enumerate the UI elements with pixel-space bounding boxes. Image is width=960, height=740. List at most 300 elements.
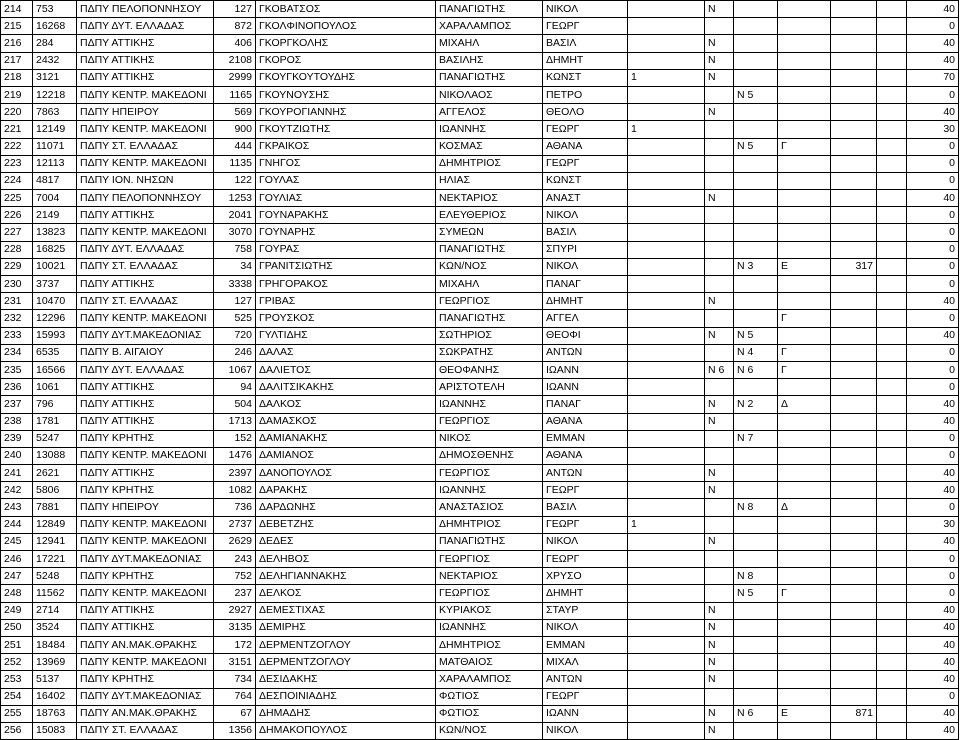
points-cell: 0 bbox=[907, 499, 959, 516]
firstname-cell: ΠΑΝΑΓΙΩΤΗΣ bbox=[436, 69, 543, 86]
col-h-cell bbox=[628, 722, 705, 739]
code-cell: 2149 bbox=[33, 207, 77, 224]
col-j-cell bbox=[734, 654, 778, 671]
surname-cell: ΓΚΟΥΝΟΥΣΗΣ bbox=[256, 86, 436, 103]
col-i-cell bbox=[705, 86, 734, 103]
row-number-cell: 238 bbox=[1, 413, 33, 430]
firstname-cell: ΠΑΝΑΓΙΩΤΗΣ bbox=[436, 310, 543, 327]
code-cell: 7004 bbox=[33, 190, 77, 207]
points-cell: 0 bbox=[907, 447, 959, 464]
points-cell: 40 bbox=[907, 1, 959, 18]
rank-cell: 1356 bbox=[214, 722, 256, 739]
surname-cell: ΔΑΡΑΚΗΣ bbox=[256, 482, 436, 499]
col-j-cell bbox=[734, 293, 778, 310]
table-row bbox=[1, 379, 959, 396]
code-cell: 10021 bbox=[33, 258, 77, 275]
surname-cell: ΔΑΡΔΩΝΗΣ bbox=[256, 499, 436, 516]
fathername-cell: ΝΙΚΟΛ bbox=[543, 619, 628, 636]
fathername-cell: ΓΕΩΡΓ bbox=[543, 516, 628, 533]
row-number-cell: 216 bbox=[1, 35, 33, 52]
col-k-cell: Γ bbox=[778, 138, 831, 155]
region-cell: ΠΔΠΥ ΚΡΗΤΗΣ bbox=[77, 482, 214, 499]
col-m-cell bbox=[877, 636, 907, 653]
surname-cell: ΔΕΛΗΒΟΣ bbox=[256, 551, 436, 568]
row-number-cell: 234 bbox=[1, 344, 33, 361]
surname-cell: ΓΚΟΡΓΚΟΛΗΣ bbox=[256, 35, 436, 52]
points-cell: 40 bbox=[907, 52, 959, 69]
col-i-cell bbox=[705, 207, 734, 224]
fathername-cell: ΧΡΥΣΟ bbox=[543, 568, 628, 585]
row-number-cell: 243 bbox=[1, 499, 33, 516]
col-h-cell bbox=[628, 430, 705, 447]
firstname-cell: ΧΑΡΑΛΑΜΠΟΣ bbox=[436, 18, 543, 35]
col-m-cell bbox=[877, 430, 907, 447]
col-k-cell bbox=[778, 516, 831, 533]
col-l-cell bbox=[831, 18, 877, 35]
fathername-cell: ΕΜΜΑΝ bbox=[543, 636, 628, 653]
table-row bbox=[1, 688, 959, 705]
firstname-cell: ΝΙΚΟΛΑΟΣ bbox=[436, 86, 543, 103]
col-i-cell bbox=[705, 499, 734, 516]
col-m-cell bbox=[877, 688, 907, 705]
table-row bbox=[1, 86, 959, 103]
col-h-cell bbox=[628, 18, 705, 35]
rank-cell: 2927 bbox=[214, 602, 256, 619]
rank-cell: 122 bbox=[214, 172, 256, 189]
col-i-cell bbox=[705, 310, 734, 327]
col-k-cell bbox=[778, 379, 831, 396]
code-cell: 12849 bbox=[33, 516, 77, 533]
region-cell: ΠΔΠΥ ΔΥΤ.ΜΑΚΕΔΟΝΙΑΣ bbox=[77, 551, 214, 568]
col-h-cell bbox=[628, 344, 705, 361]
table-row bbox=[1, 499, 959, 516]
col-m-cell bbox=[877, 344, 907, 361]
col-l-cell bbox=[831, 722, 877, 739]
region-cell: ΠΔΠΥ Β. ΑΙΓΑΙΟΥ bbox=[77, 344, 214, 361]
col-h-cell: 1 bbox=[628, 516, 705, 533]
firstname-cell: ΣΩΤΗΡΙΟΣ bbox=[436, 327, 543, 344]
col-k-cell bbox=[778, 636, 831, 653]
col-k-cell bbox=[778, 190, 831, 207]
col-l-cell bbox=[831, 172, 877, 189]
col-l-cell bbox=[831, 465, 877, 482]
col-m-cell bbox=[877, 568, 907, 585]
col-i-cell bbox=[705, 155, 734, 172]
rank-cell: 504 bbox=[214, 396, 256, 413]
rank-cell: 525 bbox=[214, 310, 256, 327]
firstname-cell: ΓΕΩΡΓΙΟΣ bbox=[436, 293, 543, 310]
col-i-cell: Ν bbox=[705, 671, 734, 688]
surname-cell: ΔΑΜΙΑΝΑΚΗΣ bbox=[256, 430, 436, 447]
points-cell: 0 bbox=[907, 172, 959, 189]
col-m-cell bbox=[877, 310, 907, 327]
firstname-cell: ΜΑΤΘΑΙΟΣ bbox=[436, 654, 543, 671]
rank-cell: 237 bbox=[214, 585, 256, 602]
col-i-cell: Ν bbox=[705, 35, 734, 52]
col-l-cell bbox=[831, 121, 877, 138]
col-m-cell bbox=[877, 35, 907, 52]
row-number-cell: 244 bbox=[1, 516, 33, 533]
table-row bbox=[1, 138, 959, 155]
table-row bbox=[1, 18, 959, 35]
rank-cell: 569 bbox=[214, 104, 256, 121]
col-j-cell bbox=[734, 310, 778, 327]
col-l-cell bbox=[831, 241, 877, 258]
rank-cell: 764 bbox=[214, 688, 256, 705]
col-l-cell bbox=[831, 190, 877, 207]
region-cell: ΠΔΠΥ ΚΡΗΤΗΣ bbox=[77, 430, 214, 447]
col-l-cell bbox=[831, 207, 877, 224]
region-cell: ΠΔΠΥ ΚΕΝΤΡ. ΜΑΚΕΔΟΝΙ bbox=[77, 121, 214, 138]
fathername-cell: ΜΙΧΑΛ bbox=[543, 654, 628, 671]
col-h-cell bbox=[628, 654, 705, 671]
table-row bbox=[1, 327, 959, 344]
region-cell: ΠΔΠΥ ΔΥΤ.ΜΑΚΕΔΟΝΙΑΣ bbox=[77, 688, 214, 705]
points-cell: 40 bbox=[907, 327, 959, 344]
surname-cell: ΓΚΟΒΑΤΣΟΣ bbox=[256, 1, 436, 18]
code-cell: 3524 bbox=[33, 619, 77, 636]
points-cell: 0 bbox=[907, 361, 959, 378]
row-number-cell: 241 bbox=[1, 465, 33, 482]
points-cell: 40 bbox=[907, 104, 959, 121]
surname-cell: ΔΑΜΙΑΝΟΣ bbox=[256, 447, 436, 464]
rank-cell: 2999 bbox=[214, 69, 256, 86]
col-h-cell bbox=[628, 155, 705, 172]
rank-cell: 1082 bbox=[214, 482, 256, 499]
points-cell: 40 bbox=[907, 533, 959, 550]
rank-cell: 758 bbox=[214, 241, 256, 258]
table-row bbox=[1, 654, 959, 671]
firstname-cell: ΦΩΤΙΟΣ bbox=[436, 688, 543, 705]
points-cell: 40 bbox=[907, 413, 959, 430]
points-cell: 0 bbox=[907, 568, 959, 585]
rank-cell: 872 bbox=[214, 18, 256, 35]
firstname-cell: ΠΑΝΑΓΙΩΤΗΣ bbox=[436, 241, 543, 258]
col-l-cell bbox=[831, 619, 877, 636]
points-cell: 0 bbox=[907, 18, 959, 35]
col-i-cell: Ν bbox=[705, 190, 734, 207]
surname-cell: ΓΚΟΥΡΟΓΙΑΝΝΗΣ bbox=[256, 104, 436, 121]
surname-cell: ΔΗΜΑΚΟΠΟΥΛΟΣ bbox=[256, 722, 436, 739]
col-j-cell: Ν 3 bbox=[734, 258, 778, 275]
points-cell: 0 bbox=[907, 258, 959, 275]
firstname-cell: ΚΥΡΙΑΚΟΣ bbox=[436, 602, 543, 619]
rank-cell: 1135 bbox=[214, 155, 256, 172]
col-k-cell: Γ bbox=[778, 361, 831, 378]
firstname-cell: ΒΑΣΙΛΗΣ bbox=[436, 52, 543, 69]
firstname-cell: ΔΗΜΗΤΡΙΟΣ bbox=[436, 155, 543, 172]
firstname-cell: ΓΕΩΡΓΙΟΣ bbox=[436, 465, 543, 482]
col-j-cell bbox=[734, 18, 778, 35]
col-h-cell bbox=[628, 138, 705, 155]
col-h-cell bbox=[628, 172, 705, 189]
code-cell: 5137 bbox=[33, 671, 77, 688]
fathername-cell: ΔΗΜΗΤ bbox=[543, 585, 628, 602]
code-cell: 13969 bbox=[33, 654, 77, 671]
col-l-cell bbox=[831, 447, 877, 464]
region-cell: ΠΔΠΥ ΔΥΤ. ΕΛΛΑΔΑΣ bbox=[77, 18, 214, 35]
table-row bbox=[1, 241, 959, 258]
col-l-cell bbox=[831, 276, 877, 293]
col-m-cell bbox=[877, 69, 907, 86]
col-i-cell: Ν bbox=[705, 602, 734, 619]
col-m-cell bbox=[877, 327, 907, 344]
surname-cell: ΓΡΑΝΙΤΣΙΩΤΗΣ bbox=[256, 258, 436, 275]
col-k-cell: Γ bbox=[778, 344, 831, 361]
table-row bbox=[1, 310, 959, 327]
col-j-cell bbox=[734, 190, 778, 207]
col-m-cell bbox=[877, 190, 907, 207]
col-k-cell bbox=[778, 241, 831, 258]
fathername-cell: ΑΝΤΩΝ bbox=[543, 671, 628, 688]
fathername-cell: ΣΤΑΥΡ bbox=[543, 602, 628, 619]
col-k-cell: Ε bbox=[778, 705, 831, 722]
col-l-cell bbox=[831, 310, 877, 327]
points-cell: 40 bbox=[907, 482, 959, 499]
code-cell: 13823 bbox=[33, 224, 77, 241]
table-row bbox=[1, 482, 959, 499]
col-j-cell bbox=[734, 413, 778, 430]
rank-cell: 1067 bbox=[214, 361, 256, 378]
fathername-cell: ΔΗΜΗΤ bbox=[543, 52, 628, 69]
col-j-cell: Ν 5 bbox=[734, 86, 778, 103]
row-number-cell: 254 bbox=[1, 688, 33, 705]
col-m-cell bbox=[877, 499, 907, 516]
col-m-cell bbox=[877, 602, 907, 619]
table-row bbox=[1, 636, 959, 653]
region-cell: ΠΔΠΥ ΚΕΝΤΡ. ΜΑΚΕΔΟΝΙ bbox=[77, 447, 214, 464]
table-row bbox=[1, 35, 959, 52]
code-cell: 1781 bbox=[33, 413, 77, 430]
col-i-cell bbox=[705, 121, 734, 138]
col-k-cell bbox=[778, 327, 831, 344]
fathername-cell: ΑΝΑΣΤ bbox=[543, 190, 628, 207]
col-j-cell bbox=[734, 379, 778, 396]
row-number-cell: 217 bbox=[1, 52, 33, 69]
col-k-cell bbox=[778, 619, 831, 636]
col-l-cell bbox=[831, 533, 877, 550]
col-k-cell bbox=[778, 551, 831, 568]
row-number-cell: 249 bbox=[1, 602, 33, 619]
code-cell: 15993 bbox=[33, 327, 77, 344]
col-l-cell bbox=[831, 654, 877, 671]
col-m-cell bbox=[877, 705, 907, 722]
rank-cell: 3151 bbox=[214, 654, 256, 671]
surname-cell: ΓΚΟΡΟΣ bbox=[256, 52, 436, 69]
code-cell: 5248 bbox=[33, 568, 77, 585]
fathername-cell: ΣΠΥΡΙ bbox=[543, 241, 628, 258]
col-j-cell bbox=[734, 276, 778, 293]
col-i-cell: Ν bbox=[705, 104, 734, 121]
col-k-cell bbox=[778, 18, 831, 35]
rank-cell: 152 bbox=[214, 430, 256, 447]
surname-cell: ΓΡΟΥΣΚΟΣ bbox=[256, 310, 436, 327]
rank-cell: 2397 bbox=[214, 465, 256, 482]
code-cell: 17221 bbox=[33, 551, 77, 568]
row-number-cell: 215 bbox=[1, 18, 33, 35]
col-j-cell bbox=[734, 172, 778, 189]
region-cell: ΠΔΠΥ ΣΤ. ΕΛΛΑΔΑΣ bbox=[77, 293, 214, 310]
surname-cell: ΔΕΜΙΡΗΣ bbox=[256, 619, 436, 636]
col-h-cell bbox=[628, 499, 705, 516]
col-l-cell bbox=[831, 52, 877, 69]
col-h-cell bbox=[628, 688, 705, 705]
code-cell: 12218 bbox=[33, 86, 77, 103]
region-cell: ΠΔΠΥ ΚΕΝΤΡ. ΜΑΚΕΔΟΝΙ bbox=[77, 310, 214, 327]
table-row bbox=[1, 190, 959, 207]
code-cell: 15083 bbox=[33, 722, 77, 739]
col-k-cell bbox=[778, 1, 831, 18]
col-i-cell: Ν bbox=[705, 705, 734, 722]
col-h-cell bbox=[628, 327, 705, 344]
col-h-cell bbox=[628, 1, 705, 18]
col-j-cell bbox=[734, 155, 778, 172]
fathername-cell: ΠΑΝΑΓ bbox=[543, 276, 628, 293]
rank-cell: 900 bbox=[214, 121, 256, 138]
firstname-cell: ΘΕΟΦΑΝΗΣ bbox=[436, 361, 543, 378]
col-j-cell: Ν 5 bbox=[734, 327, 778, 344]
col-h-cell bbox=[628, 602, 705, 619]
col-m-cell bbox=[877, 551, 907, 568]
fathername-cell: ΝΙΚΟΛ bbox=[543, 722, 628, 739]
col-j-cell: Ν 8 bbox=[734, 499, 778, 516]
col-m-cell bbox=[877, 396, 907, 413]
row-number-cell: 227 bbox=[1, 224, 33, 241]
fathername-cell: ΑΘΑΝΑ bbox=[543, 138, 628, 155]
firstname-cell: ΠΑΝΑΓΙΩΤΗΣ bbox=[436, 533, 543, 550]
col-i-cell: Ν bbox=[705, 636, 734, 653]
code-cell: 796 bbox=[33, 396, 77, 413]
surname-cell: ΓΡΗΓΟΡΑΚΟΣ bbox=[256, 276, 436, 293]
region-cell: ΠΔΠΥ ΚΕΝΤΡ. ΜΑΚΕΔΟΝΙ bbox=[77, 533, 214, 550]
fathername-cell: ΚΩΝΣΤ bbox=[543, 69, 628, 86]
firstname-cell: ΝΕΚΤΑΡΙΟΣ bbox=[436, 568, 543, 585]
row-number-cell: 233 bbox=[1, 327, 33, 344]
col-m-cell bbox=[877, 86, 907, 103]
table-row bbox=[1, 533, 959, 550]
code-cell: 2621 bbox=[33, 465, 77, 482]
col-l-cell bbox=[831, 104, 877, 121]
col-l-cell bbox=[831, 585, 877, 602]
col-m-cell bbox=[877, 671, 907, 688]
col-j-cell bbox=[734, 688, 778, 705]
code-cell: 5806 bbox=[33, 482, 77, 499]
code-cell: 10470 bbox=[33, 293, 77, 310]
col-h-cell bbox=[628, 533, 705, 550]
col-l-cell bbox=[831, 69, 877, 86]
surname-cell: ΔΑΝΟΠΟΥΛΟΣ bbox=[256, 465, 436, 482]
fathername-cell: ΠΕΤΡΟ bbox=[543, 86, 628, 103]
region-cell: ΠΔΠΥ ΣΤ. ΕΛΛΑΔΑΣ bbox=[77, 722, 214, 739]
surname-cell: ΔΑΛΙΤΣΙΚΑΚΗΣ bbox=[256, 379, 436, 396]
firstname-cell: ΜΙΧΑΗΛ bbox=[436, 35, 543, 52]
col-h-cell bbox=[628, 671, 705, 688]
col-m-cell bbox=[877, 138, 907, 155]
col-l-cell bbox=[831, 35, 877, 52]
surname-cell: ΓΟΥΝΑΡΑΚΗΣ bbox=[256, 207, 436, 224]
col-l-cell bbox=[831, 1, 877, 18]
col-l-cell bbox=[831, 671, 877, 688]
col-l-cell bbox=[831, 551, 877, 568]
col-h-cell bbox=[628, 224, 705, 241]
col-j-cell: Ν 4 bbox=[734, 344, 778, 361]
col-h-cell bbox=[628, 52, 705, 69]
code-cell: 12149 bbox=[33, 121, 77, 138]
code-cell: 12296 bbox=[33, 310, 77, 327]
region-cell: ΠΔΠΥ ΣΤ. ΕΛΛΑΔΑΣ bbox=[77, 258, 214, 275]
row-number-cell: 222 bbox=[1, 138, 33, 155]
points-cell: 0 bbox=[907, 241, 959, 258]
code-cell: 18763 bbox=[33, 705, 77, 722]
col-l-cell bbox=[831, 396, 877, 413]
rank-cell: 736 bbox=[214, 499, 256, 516]
col-l-cell bbox=[831, 430, 877, 447]
col-j-cell bbox=[734, 207, 778, 224]
table-row bbox=[1, 396, 959, 413]
rank-cell: 1476 bbox=[214, 447, 256, 464]
fathername-cell: ΝΙΚΟΛ bbox=[543, 207, 628, 224]
col-i-cell bbox=[705, 172, 734, 189]
col-j-cell bbox=[734, 482, 778, 499]
surname-cell: ΔΑΛΑΣ bbox=[256, 344, 436, 361]
col-h-cell bbox=[628, 190, 705, 207]
col-i-cell bbox=[705, 258, 734, 275]
rank-cell: 734 bbox=[214, 671, 256, 688]
rank-cell: 172 bbox=[214, 636, 256, 653]
region-cell: ΠΔΠΥ ΠΕΛΟΠΟΝΝΗΣΟΥ bbox=[77, 1, 214, 18]
col-i-cell: Ν bbox=[705, 413, 734, 430]
col-h-cell bbox=[628, 258, 705, 275]
surname-cell: ΔΑΜΑΣΚΟΣ bbox=[256, 413, 436, 430]
col-k-cell bbox=[778, 671, 831, 688]
row-number-cell: 252 bbox=[1, 654, 33, 671]
col-i-cell bbox=[705, 551, 734, 568]
col-i-cell bbox=[705, 18, 734, 35]
col-m-cell bbox=[877, 104, 907, 121]
col-h-cell bbox=[628, 465, 705, 482]
col-k-cell bbox=[778, 172, 831, 189]
surname-cell: ΓΚΟΛΦΙΝΟΠΟΥΛΟΣ bbox=[256, 18, 436, 35]
table-row bbox=[1, 447, 959, 464]
fathername-cell: ΙΩΑΝΝ bbox=[543, 379, 628, 396]
rank-cell: 1713 bbox=[214, 413, 256, 430]
table-row bbox=[1, 207, 959, 224]
col-l-cell bbox=[831, 138, 877, 155]
region-cell: ΠΔΠΥ ΚΕΝΤΡ. ΜΑΚΕΔΟΝΙ bbox=[77, 86, 214, 103]
col-l-cell bbox=[831, 379, 877, 396]
surname-cell: ΓΡΙΒΑΣ bbox=[256, 293, 436, 310]
region-cell: ΠΔΠΥ ΔΥΤ. ΕΛΛΑΔΑΣ bbox=[77, 241, 214, 258]
points-cell: 40 bbox=[907, 293, 959, 310]
firstname-cell: ΝΕΚΤΑΡΙΟΣ bbox=[436, 190, 543, 207]
firstname-cell: ΔΗΜΗΤΡΙΟΣ bbox=[436, 516, 543, 533]
rank-cell: 752 bbox=[214, 568, 256, 585]
table-row bbox=[1, 104, 959, 121]
region-cell: ΠΔΠΥ ΔΥΤ. ΕΛΛΑΔΑΣ bbox=[77, 361, 214, 378]
col-k-cell bbox=[778, 224, 831, 241]
col-j-cell bbox=[734, 241, 778, 258]
rank-cell: 720 bbox=[214, 327, 256, 344]
code-cell: 753 bbox=[33, 1, 77, 18]
col-k-cell: Ε bbox=[778, 258, 831, 275]
col-h-cell bbox=[628, 413, 705, 430]
rank-cell: 1165 bbox=[214, 86, 256, 103]
points-cell: 40 bbox=[907, 722, 959, 739]
region-cell: ΠΔΠΥ ΚΡΗΤΗΣ bbox=[77, 671, 214, 688]
fathername-cell: ΓΕΩΡΓ bbox=[543, 18, 628, 35]
col-h-cell bbox=[628, 585, 705, 602]
col-h-cell: 1 bbox=[628, 69, 705, 86]
